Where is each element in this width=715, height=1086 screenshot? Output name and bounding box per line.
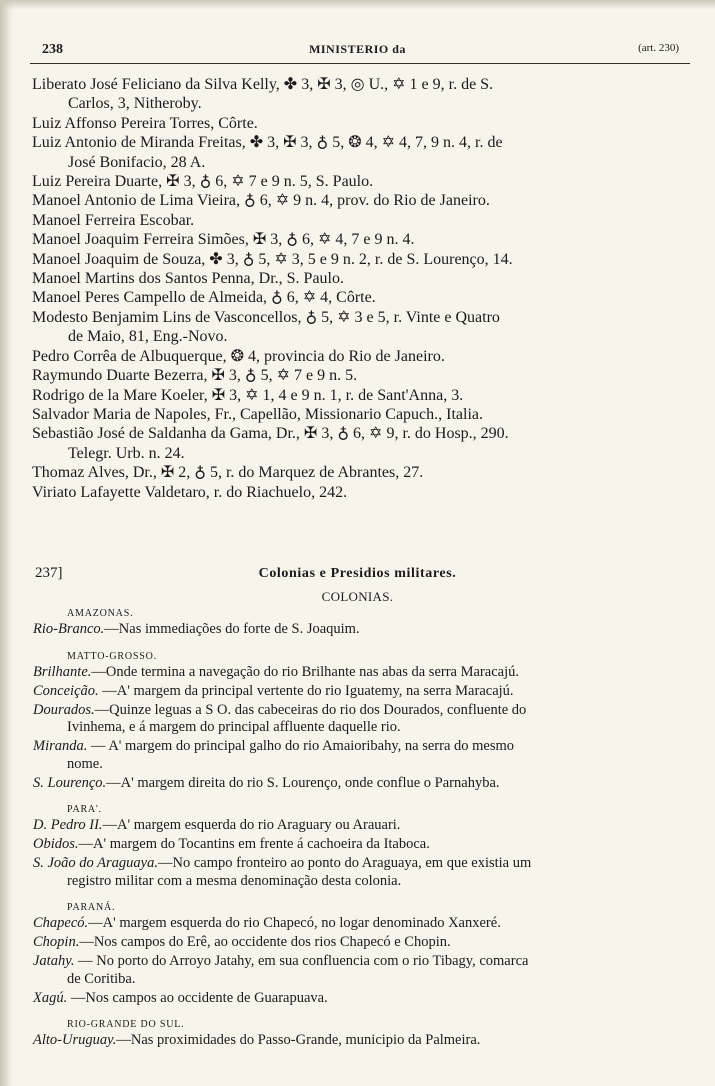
name-entry [32,269,672,288]
entry-text: Thomaz Alves, Dr., ✠ 2, ♁ 5, r. do Marquez de Abrantes, 27. [32,464,424,482]
name-entry [32,288,672,307]
entry-continuation: Telegr. Urb. n. 24. [68,444,185,462]
name-entry [32,114,672,133]
entry-text: Manoel Martins dos Santos Penna, Dr., S. Paulo. [32,270,344,288]
colony-name: Conceição. [33,682,99,699]
colony-name: Chopin. [33,934,80,950]
name-entry [32,75,672,114]
colony-location: —A' margem direita do rio S. Lourenço, onde conflue o Parnahyba. [106,774,500,791]
entry-text: Manoel Joaquim Ferreira Simões, ✠ 3, ♁ 6, ✡ 4, 7 e 9 n. 4. [32,231,415,249]
entry-text: Manoel Joaquim de Souza, ✤ 3, ♁ 5, ✡ 3, 5 e 9 n. 2, r. de S. Lourenço, 14. [32,250,513,268]
region-heading: AMAZONAS. [67,608,134,619]
colony-entry [33,1032,681,1050]
name-entry [32,191,672,210]
colonias-list [33,606,681,1051]
entry-text: Manoel Ferreira Escobar. [32,211,195,229]
entry-text: Manoel Peres Campello de Almeida, ♁ 6, ✡ 4, Côrte. [32,289,376,307]
colony-location: —A' margem esquerda do rio Chapecó, no logar denominado Xanxeré. [88,915,501,931]
colony-name: Jatahy. [33,953,75,969]
colony-name: D. Pedro II. [33,817,103,833]
name-entry [32,483,672,502]
section-title: Colonias e Presidios militares. [258,566,457,581]
colony-location: —Onde termina a navegação do rio Brilhante nas abas da serra Maracajú. [91,663,519,680]
page-number: 238 [42,42,63,57]
entry-text: Luiz Antonio de Miranda Freitas, ✤ 3, ✠ 3, ♁ 5, ❂ 4, ✡ 4, 7, 9 n. 4, r. de [32,134,503,152]
colony-location: —Nos campos do Erê, ao occidente dos rios Chapecó e Chopin. [79,934,451,950]
colony-entry [33,702,681,737]
entry-continuation: Carlos, 3, Nitheroby. [68,95,202,113]
entry-text: Rodrigo de la Mare Koeler, ✠ 3, ✡ 1, 4 e 9 n. 1, r. de Sant'Anna, 3. [32,386,464,404]
page-top-edge [0,0,715,10]
name-entry [32,308,672,347]
name-list [32,75,672,502]
colony-entry [33,934,681,952]
running-title: MINISTERIO da [309,42,406,56]
colony-location: —A' margem esquerda do rio Araguary ou Arauari. [102,817,401,833]
region-heading: RIO-GRANDE DO SUL. [67,1019,185,1030]
colony-entry [33,836,681,854]
section-subtitle: COLONIAS. [321,589,394,604]
name-entry [32,463,672,482]
entry-text: Modesto Benjamim Lins de Vasconcellos, ♁ 5, ✡ 3 e 5, r. Vinte e Quatro [32,308,500,326]
colony-name: Miranda. [33,738,88,754]
colony-name: Rio-Branco. [33,621,105,637]
entry-text: Manoel Antonio de Lima Vieira, ♁ 6, ✡ 9 n. 4, prov. do Rio de Janeiro. [32,192,490,210]
name-entry [32,250,672,269]
colony-location-continuation: nome. [67,755,103,772]
page-binding-edge [0,0,14,1086]
entry-text: Raymundo Duarte Bezerra, ✠ 3, ♁ 5, ✡ 7 e 9 n. 5. [32,367,358,385]
colony-location: —No campo fronteiro ao ponto do Araguaya, em que existia um [158,855,532,871]
colony-location: —A' margem do Tocantins em frente á cachoeira da Itaboca. [78,836,430,852]
colony-name: S. João do Araguaya. [33,855,158,871]
colony-entry [33,621,681,639]
colony-location: —Nas immediações do forte de S. Joaquim. [104,621,360,637]
colony-entry [33,817,681,835]
page-header [30,40,685,62]
entry-text: Pedro Corrêa de Albuquerque, ❂ 4, provincia do Rio de Janeiro. [32,347,445,365]
colony-entry [33,855,681,890]
name-entry [32,366,672,385]
colony-name: Obidos. [33,836,79,852]
name-entry [32,211,672,230]
colony-location-continuation: registro militar com a mesma denominação desta colonia. [67,872,402,889]
colony-location-continuation: Ivinhema, e á margem do principal affluente daquelle rio. [67,719,401,735]
colony-entry [33,953,681,988]
entry-text: Luiz Affonso Pereira Torres, Côrte. [32,114,258,132]
entry-text: Liberato José Feliciano da Silva Kelly, ✤ 3, ✠ 3, ◎ U., ✡ 1 e 9, r. de S. [32,76,494,93]
colony-name: Xagú. [33,989,68,1006]
name-entry [32,133,672,172]
colony-entry [33,683,681,701]
colony-entry [33,775,681,793]
colony-entry [33,738,681,773]
region-heading: PARANÁ. [67,902,116,913]
entry-text: Salvador Maria de Napoles, Fr., Capellão, Missionario Capuch., Italia. [32,405,484,423]
name-entry [32,230,672,249]
region-heading: PARA'. [67,804,102,815]
name-entry [32,424,672,463]
colony-entry [33,990,681,1008]
colony-name: Chapecó. [33,915,89,931]
colony-name: S. Lourenço. [33,774,107,791]
entry-text: Viriato Lafayette Valdetaro, r. do Riachuelo, 242. [32,483,348,501]
name-entry [32,405,672,424]
colony-location: —Quinze leguas a S O. das cabeceiras do rio dos Dourados, confluente do [94,701,527,718]
name-entry [32,386,672,405]
header-rule [30,63,690,64]
colony-location-continuation: de Coritiba. [67,970,136,987]
name-entry [32,347,672,366]
colony-location: —Nas proximidades do Passo-Grande, municipio da Palmeira. [116,1032,481,1048]
name-entry [32,172,672,191]
colony-entry [33,664,681,682]
colony-location: —Nos campos ao occidente de Guarapuava. [67,989,328,1006]
entry-continuation: José Bonifacio, 28 A. [68,153,206,171]
section-number: 237] [35,565,63,581]
region-heading: MATTO-GROSSO. [67,650,157,662]
colony-name: Dourados. [33,701,95,718]
entry-text: Sebastião José de Saldanha da Gama, Dr., ✠ 3, ♁ 6, ✡ 9, r. do Hosp., 290. [32,425,509,443]
entry-continuation: de Maio, 81, Eng.-Novo. [68,328,228,346]
entry-text: Luiz Pereira Duarte, ✠ 3, ♁ 6, ✡ 7 e 9 n. 5, S. Paulo. [32,173,374,191]
colony-name: Brilhante. [33,663,92,680]
colony-entry [33,915,681,933]
article-reference: (art. 230) [638,42,679,54]
colony-location: — No porto do Arroyo Jatahy, em sua confluencia com o rio Tibagy, comarca [74,953,529,969]
colony-location: —A' margem da principal vertente do rio Iguatemy, na serra Maracajú. [98,682,514,699]
colony-location: — A' margem do principal galho do rio Amaioribahy, na serra do mesmo [87,738,515,754]
colony-name: Alto-Uruguay. [33,1032,117,1048]
